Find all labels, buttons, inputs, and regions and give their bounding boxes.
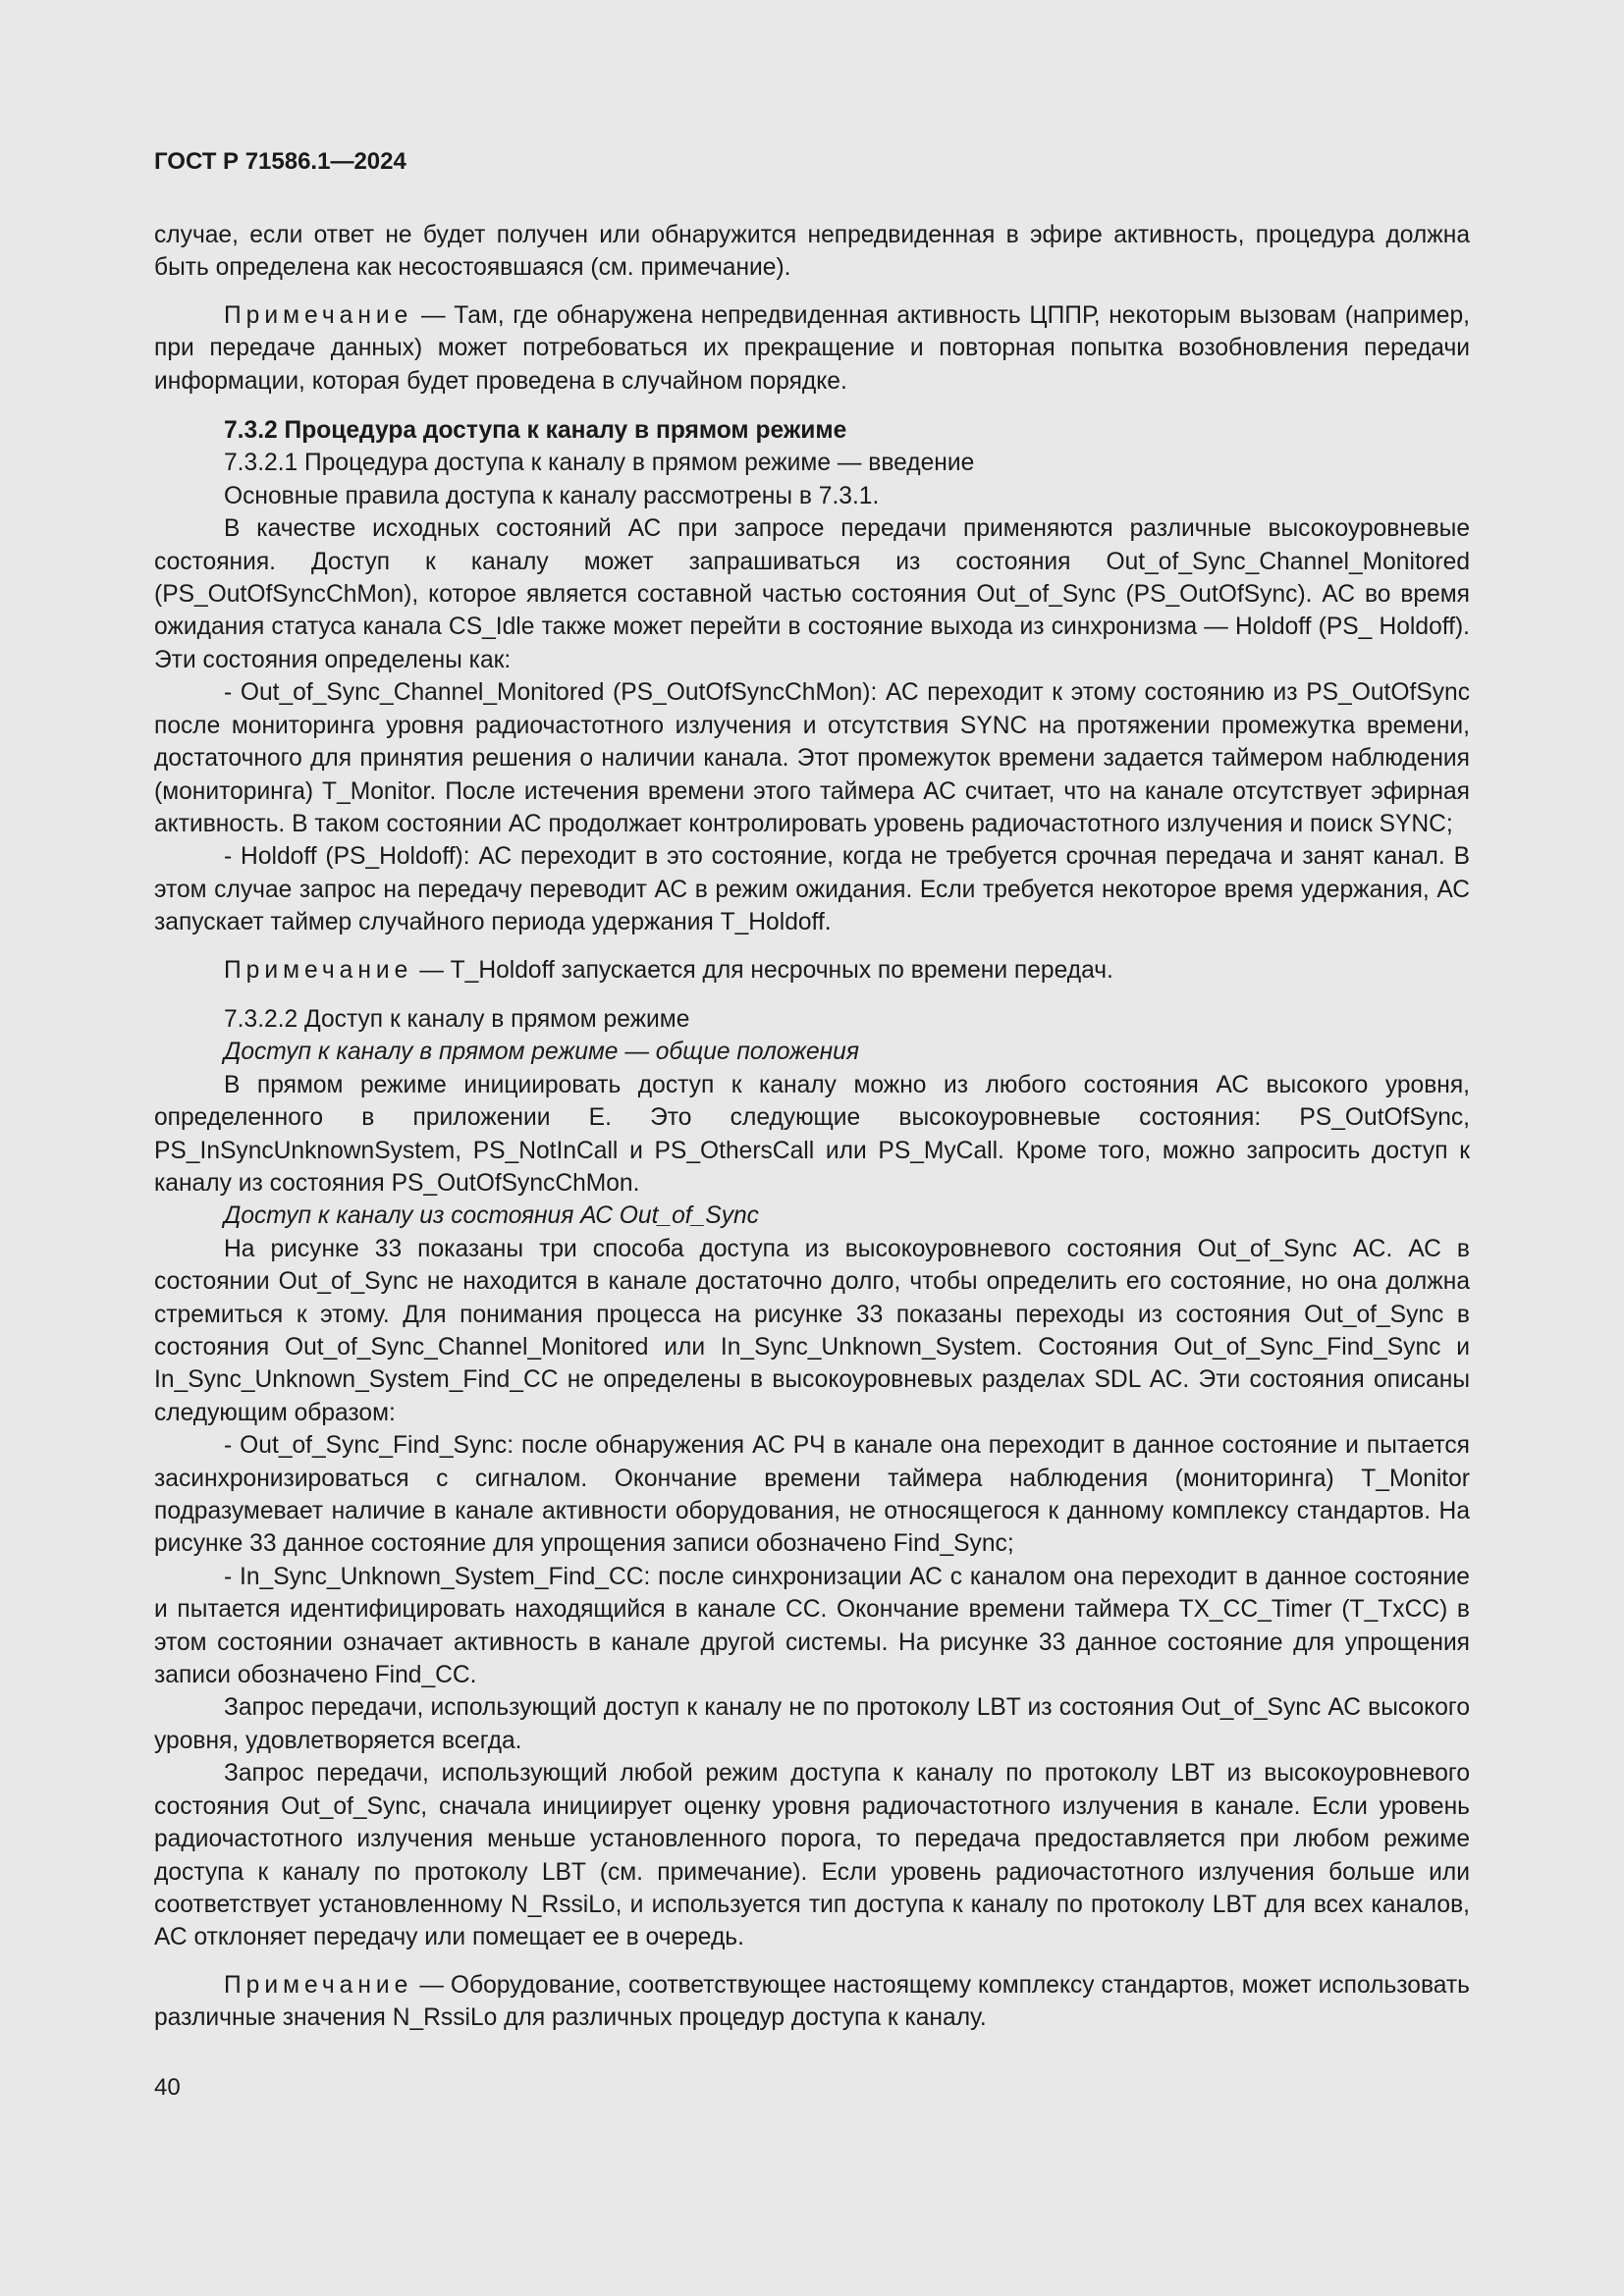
section-heading-7-3-2-2: 7.3.2.2 Доступ к каналу в прямом режиме	[224, 1005, 690, 1033]
paragraph: В прямом режиме инициировать доступ к каналу можно из любого состояния АС высокого уровня, определенного в приложении Е. Это следующие высокоуровневые состояния: PS_OutOfSync, PS_InSyncUnknownSystem, PS_NotInCall и PS_OthersCall или PS_MyCall. Кроме того, можно запросить доступ к каналу из состояния PS_OutOfSyncChMon.	[154, 1071, 1470, 1197]
list-item: - In_Sync_Unknown_System_Find_CC: после синхронизации АС с каналом она переходит в данное состояние и пытается идентифицировать находящийся в канале СС. Окончание времени таймера TX_CC_Timer (T_TxCC) в этом состоянии означает активность в канале другой системы. На рисунке 33 данное состояние для упрощения записи обозначено Find_CC.	[154, 1563, 1470, 1689]
list-item: - Out_of_Sync_Find_Sync: после обнаружения АС РЧ в канале она переходит в данное состояние и пытается засинхронизироваться с сигналом. Окончание времени таймера наблюдения (мониторинга) T_Monitor подразумевает наличие в канале активности оборудования, не относящегося к данному комплексу стандартов. На рисунке 33 данное состояние для упрощения записи обозначено Find_Sync;	[154, 1432, 1470, 1558]
note-1	[154, 299, 1470, 398]
note-label: Примечание	[224, 1971, 413, 1999]
note-2	[154, 954, 1470, 987]
paragraph: На рисунке 33 показаны три способа доступа из высокоуровневого состояния Out_of_Sync АС. АС в состоянии Out_of_Sync не находится в канале достаточно долго, чтобы определить его состояние, но она должна стремиться к этому. Для понимания процесса на рисунке 33 показаны переходы из состояния Out_of_Sync в состояния Out_of_Sync_Channel_Monitored или In_Sync_Unknown_System. Состояния Out_of_Sync_Find_Sync и In_Sync_Unknown_System_Find_CC не определены в высокоуровневых разделах SDL АС. Эти состояния описаны следующим образом:	[154, 1235, 1470, 1426]
note-3	[154, 1969, 1470, 2035]
document-page	[154, 147, 1470, 2035]
paragraph: Запрос передачи, использующий любой режим доступа к каналу по протоколу LBT из высокоуровневого состояния Out_of_Sync, сначала инициирует оценку уровня радиочастотного излучения в канале. Если уровень радиочастотного излучения меньше установленного порога, то передача предоставляется при любом режиме доступа к каналу по протоколу LBT (см. примечание). Если уровень радиочастотного излучения больше или соответствует установленному N_RssiLo, и используется тип доступа к каналу по протоколу LBT для всех каналов, АС отклоняет передачу или помещает ее в очередь.	[154, 1760, 1470, 1951]
section-heading-7-3-2-1: 7.3.2.1 Процедура доступа к каналу в прямом режиме — введение	[224, 450, 975, 477]
paragraph: Запрос передачи, использующий доступ к каналу не по протоколу LBT из состояния Out_of_Sync АС высокого уровня, удовлетворяется всегда.	[154, 1694, 1470, 1754]
paragraph-continuation: случае, если ответ не будет получен или обнаружится непредвиденная в эфире активность, процедура должна быть определена как несостоявшаяся (см. примечание).	[154, 222, 1470, 282]
note-label: Примечание	[224, 956, 413, 984]
list-item: - Holdoff (PS_Holdoff): АС переходит в это состояние, когда не требуется срочная передача и занят канал. В этом случае запрос на передачу переводит АС в режим ожидания. Если требуется некоторое время удержания, АС запускает таймер случайного периода удержания T_Holdoff.	[154, 843, 1470, 936]
section-heading-7-3-2: 7.3.2 Процедура доступа к каналу в прямом режиме	[224, 417, 847, 445]
note-text: — T_Holdoff запускается для несрочных по времени передач.	[419, 956, 1113, 984]
paragraph: Основные правила доступа к каналу рассмотрены в 7.3.1.	[224, 482, 880, 509]
list-item: - Out_of_Sync_Channel_Monitored (PS_OutOfSyncChMon): АС переходит к этому состоянию из PS_OutOfSync после мониторинга уровня радиочастотного излучения и отсутствия SYNC на протяжении промежутка времени, достаточного для принятия решения о наличии канала. Этот промежуток времени задается таймером наблюдения (мониторинга) T_Monitor. После истечения времени этого таймера АС считает, что на канале отсутствует эфирная активность. В таком состоянии АС продолжает контролировать уровень радиочастотного излучения и поиск SYNC;	[154, 679, 1470, 837]
document-body	[154, 219, 1470, 2035]
page-number: 40	[154, 2074, 181, 2101]
paragraph: В качестве исходных состояний АС при запросе передачи применяются различные высокоуровневые состояния. Доступ к каналу может запрашиваться из состояния Out_of_Sync_Channel_Monitored (PS_OutOfSyncChMon), которое является составной частью состояния Out_of_Sync (PS_OutOfSync). АС во время ожидания статуса канала CS_Idle также может перейти в состояние выхода из синхронизма — Holdoff (PS_ Holdoff). Эти состояния определены как:	[154, 515, 1470, 673]
note-text: — Там, где обнаружена непредвиденная активность ЦППР, некоторым вызовам (например, при передаче данных) может потребоваться их прекращение и повторная попытка возобновления передачи информации, которая будет проведена в случайном порядке.	[154, 301, 1470, 395]
subheading-italic: Доступ к каналу из состояния АС Out_of_Sync	[224, 1202, 759, 1230]
standard-header: ГОСТ Р 71586.1—2024	[154, 148, 406, 175]
note-text: — Оборудование, соответствующее настоящему комплексу стандартов, может использовать различные значения N_RssiLo для различных процедур доступа к каналу.	[154, 1971, 1470, 2032]
subheading-italic: Доступ к каналу в прямом режиме — общие положения	[224, 1039, 860, 1066]
note-label: Примечание	[224, 301, 413, 329]
